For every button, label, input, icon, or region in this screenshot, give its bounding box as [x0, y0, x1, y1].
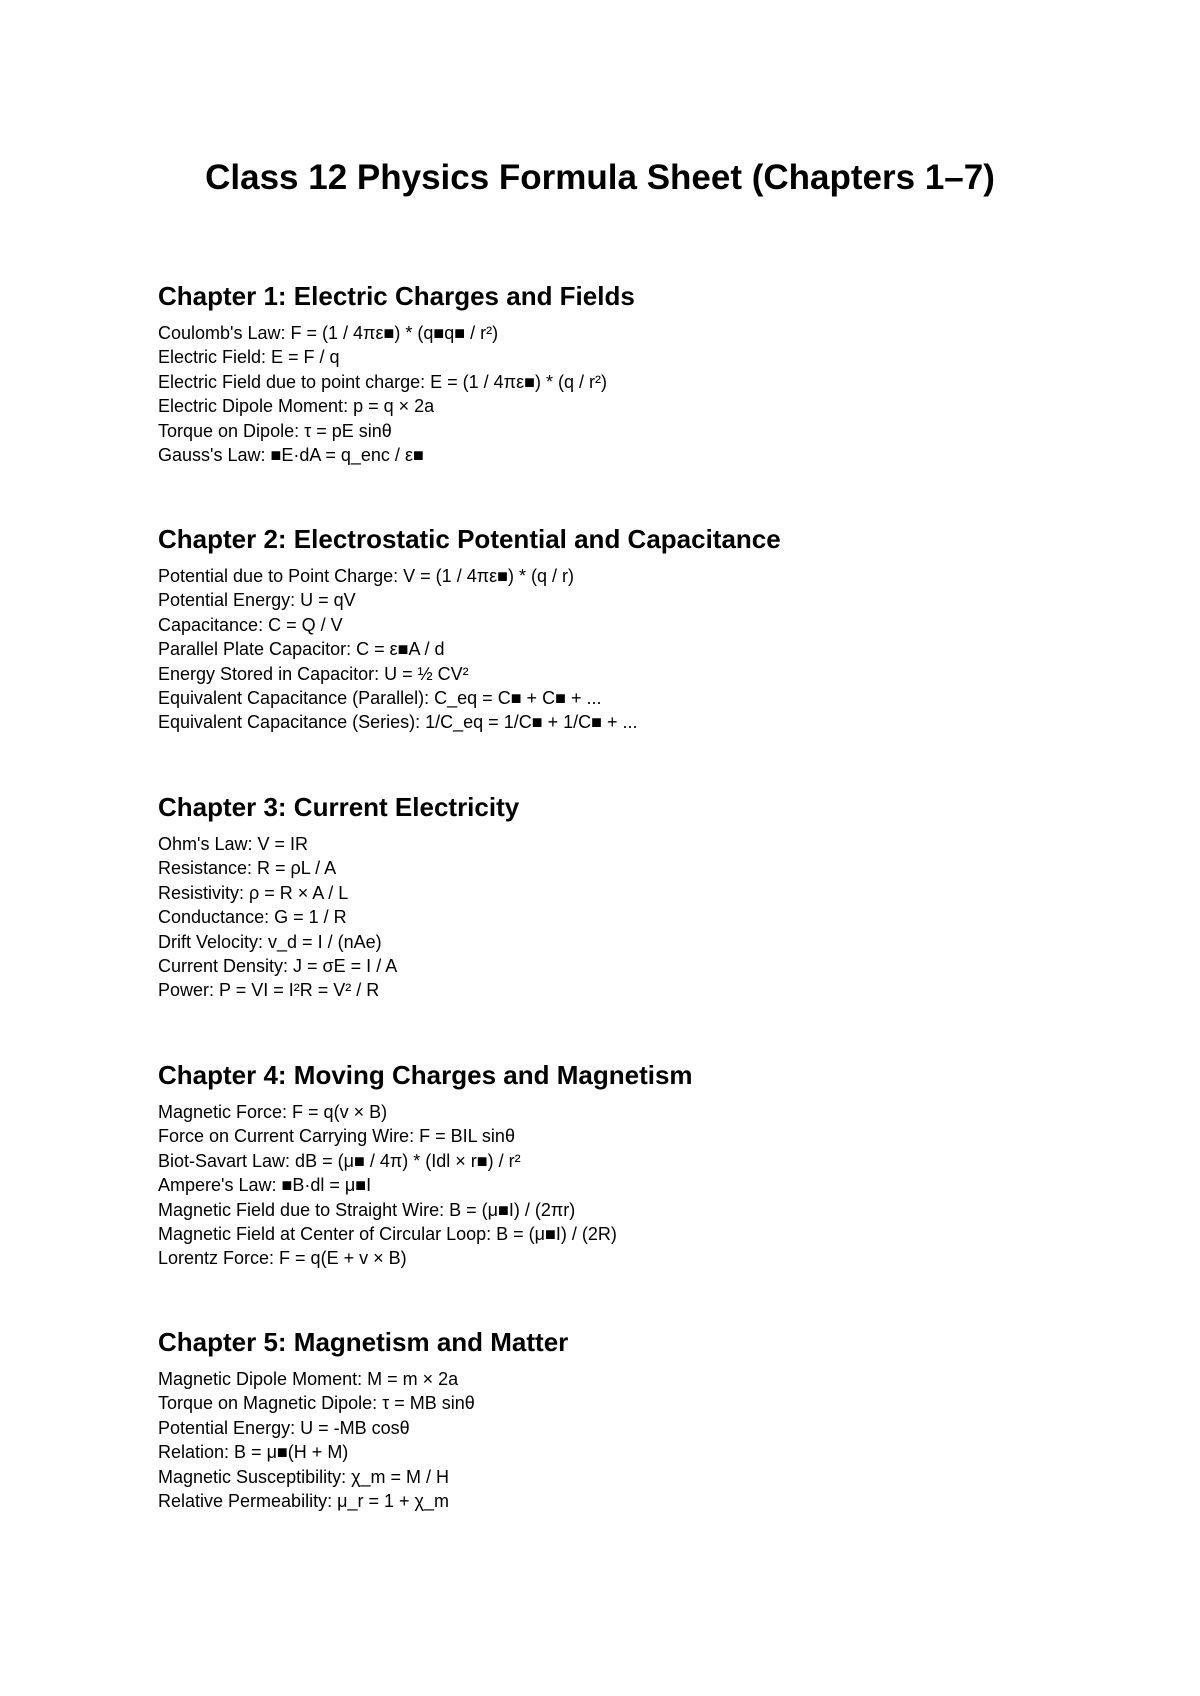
formula-item: Magnetic Field due to Straight Wire: B = (μ■I) / (2πr) [158, 1199, 576, 1220]
formula-list [158, 564, 1138, 735]
chapter-heading: Chapter 5: Magnetism and Matter [158, 1327, 569, 1357]
formula-item: Magnetic Susceptibility: χ_m = M / H [158, 1466, 450, 1487]
chapter-heading: Chapter 2: Electrostatic Potential and Capacitance [158, 524, 781, 554]
chapter-5-section [158, 1326, 1138, 1513]
formula-item: Lorentz Force: F = q(E + v × B) [158, 1248, 407, 1269]
formula-item: Energy Stored in Capacitor: U = ½ CV² [158, 663, 469, 684]
formula-item: Potential Energy: U = qV [158, 590, 356, 611]
formula-item: Relation: B = μ■(H + M) [158, 1442, 349, 1463]
formula-item: Magnetic Field at Center of Circular Loop: B = (μ■I) / (2R) [158, 1224, 617, 1245]
formula-item: Drift Velocity: v_d = I / (nAe) [158, 931, 382, 952]
formula-list [158, 321, 1138, 467]
formula-item: Force on Current Carrying Wire: F = BIL sinθ [158, 1126, 515, 1147]
formula-item: Electric Field due to point charge: E = (1 / 4πε■) * (q / r²) [158, 371, 607, 392]
formula-item: Coulomb's Law: F = (1 / 4πε■) * (q■q■ / r²) [158, 323, 499, 343]
chapter-2-section [158, 523, 1138, 735]
chapter-heading: Chapter 3: Current Electricity [158, 792, 520, 822]
formula-item: Biot-Savart Law: dB = (μ■ / 4π) * (Idl × r■) / r² [158, 1150, 521, 1171]
formula-item: Conductance: G = 1 / R [158, 907, 347, 928]
formula-item: Magnetic Force: F = q(v × B) [158, 1102, 388, 1122]
formula-item: Potential Energy: U = -MB cosθ [158, 1417, 410, 1438]
formula-item: Power: P = VI = I²R = V² / R [158, 980, 380, 1001]
formula-item: Resistivity: ρ = R × A / L [158, 882, 349, 903]
formula-item: Equivalent Capacitance (Series): 1/C_eq = 1/C■ + 1/C■ + ... [158, 712, 638, 733]
formula-item: Resistance: R = ρL / A [158, 858, 337, 879]
formula-item: Gauss's Law: ■E·dA = q_enc / ε■ [158, 445, 424, 466]
formula-list [158, 1100, 1138, 1271]
formula-item: Torque on Dipole: τ = pE sinθ [158, 420, 392, 441]
formula-item: Relative Permeability: μ_r = 1 + χ_m [158, 1491, 449, 1512]
formula-item: Potential due to Point Charge: V = (1 / 4πε■) * (q / r) [158, 566, 575, 586]
formula-item: Ampere's Law: ■B·dl = μ■I [158, 1175, 372, 1196]
formula-list [158, 1367, 1138, 1513]
formula-item: Torque on Magnetic Dipole: τ = MB sinθ [158, 1393, 475, 1414]
formula-item: Current Density: J = σE = I / A [158, 956, 398, 977]
formula-item: Parallel Plate Capacitor: C = ε■A / d [158, 639, 445, 660]
chapter-heading: Chapter 4: Moving Charges and Magnetism [158, 1060, 693, 1090]
formula-item: Electric Dipole Moment: p = q × 2a [158, 396, 435, 417]
formula-item: Capacitance: C = Q / V [158, 614, 343, 635]
chapter-heading: Chapter 1: Electric Charges and Fields [158, 281, 635, 311]
formula-item: Magnetic Dipole Moment: M = m × 2a [158, 1369, 459, 1389]
formula-item: Electric Field: E = F / q [158, 347, 340, 368]
formula-list [158, 832, 1138, 1003]
chapter-4-section [158, 1059, 1138, 1271]
chapter-3-section [158, 791, 1138, 1003]
formula-item: Equivalent Capacitance (Parallel): C_eq = C■ + C■ + ... [158, 688, 602, 709]
page-title: Class 12 Physics Formula Sheet (Chapters 1–7) [205, 158, 995, 197]
formula-item: Ohm's Law: V = IR [158, 834, 308, 854]
chapter-1-section [158, 280, 1138, 467]
